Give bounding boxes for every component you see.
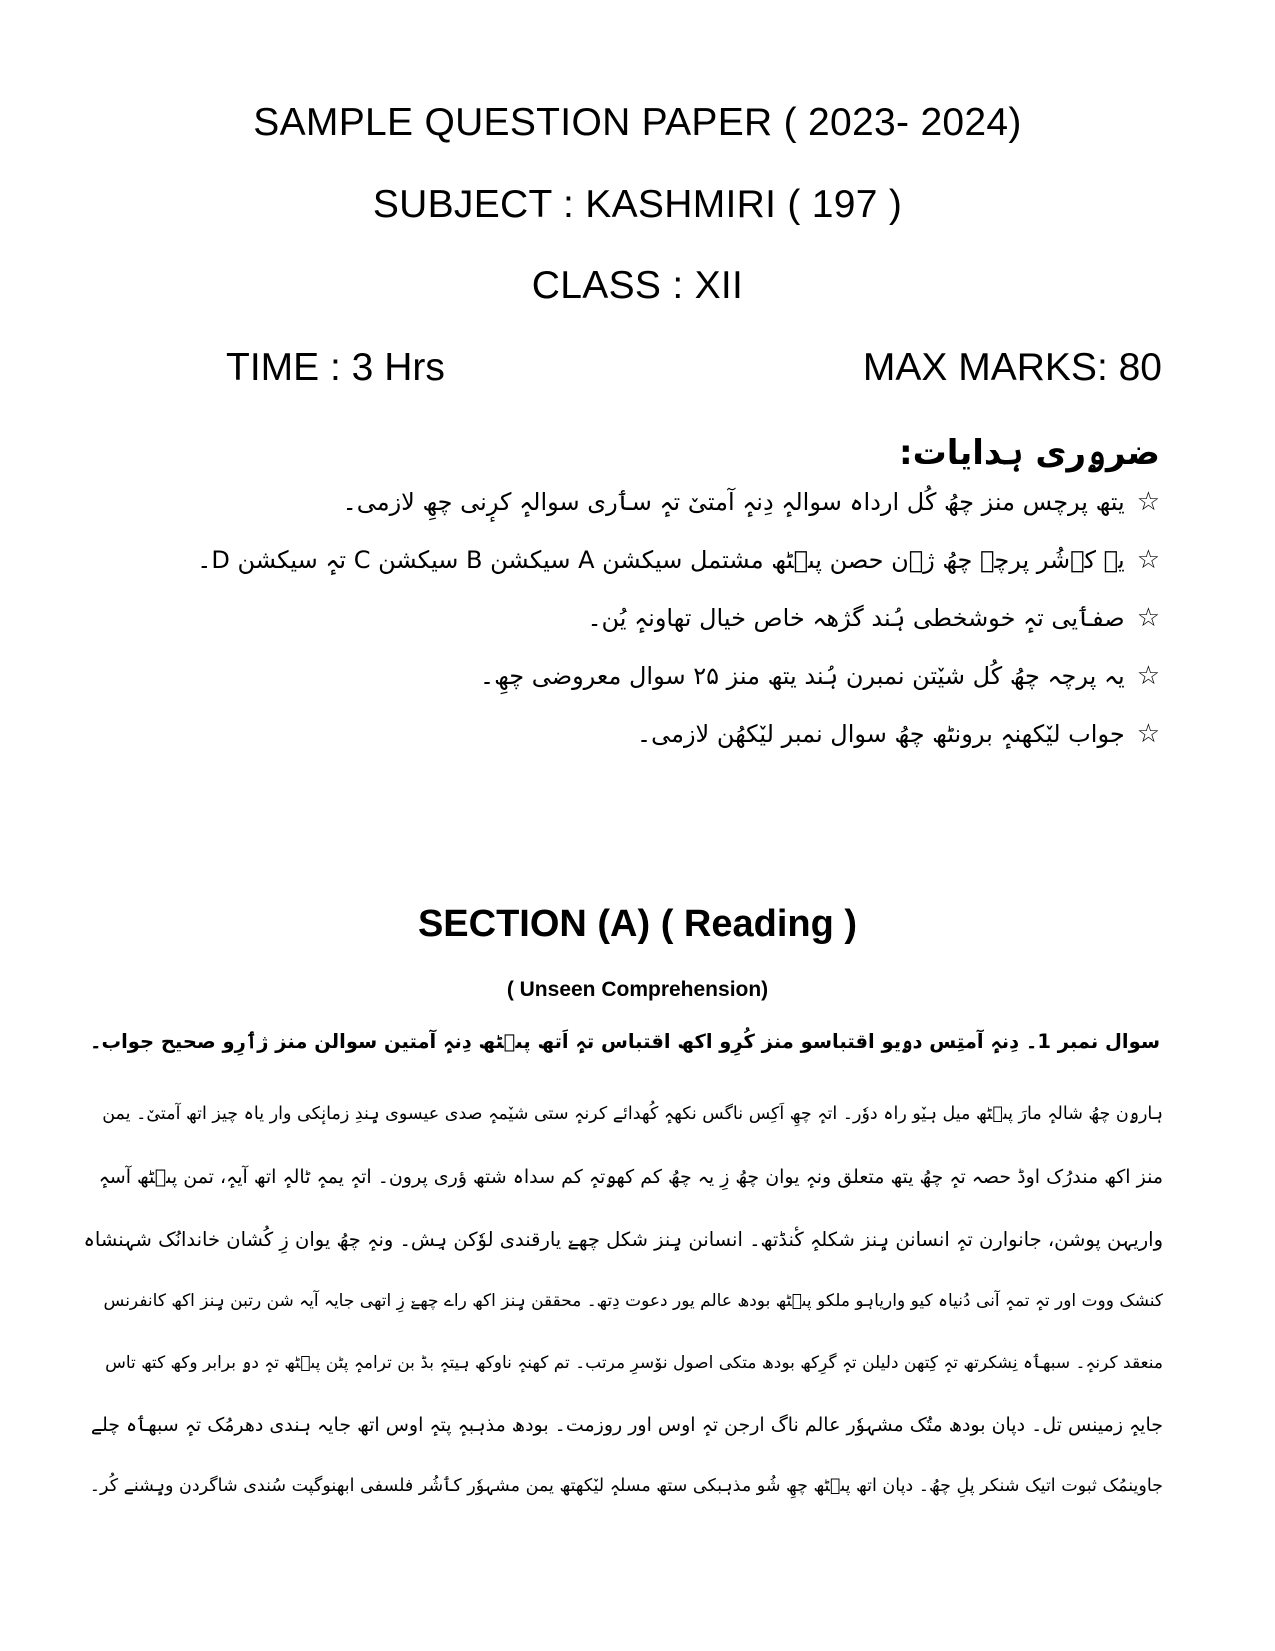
instruction-item	[197, 545, 1160, 575]
section-subtitle: ( Unseen Comprehension)	[506, 978, 769, 1001]
passage-line: منز اکھ مندرُک اوڈ حصہ تہٕ چھُ یتھ متعلق ونہٕ یوان چھُ زِ یہ چھُ کم کھۄتہٕ کم سداہ شتھ ؤری پرون۔ اتہٕ یمہٕ ٹالہٕ اتھ آیہٕ، تمن پٮ۪ٹھ آسہٕ	[98, 1166, 1163, 1188]
paper-title: SAMPLE QUESTION PAPER ( 2023- 2024)	[253, 101, 1022, 144]
instruction-item	[587, 603, 1160, 633]
time-allowed: TIME : 3 Hrs	[226, 346, 445, 389]
instruction-text: جواب لیٚکھنہٕ برونٹھ چھُ سوال نمبر لیٚکھُن لازمی۔	[637, 720, 1125, 748]
instruction-text: یتھ پرچس منز چھُ کُل ارداہ سوالہٕ دِنہٕ آمتیٚ تہٕ سٲری سوالہٕ کرٕنی چھِ لازمی۔	[342, 488, 1125, 516]
instruction-text: صفٲیی تہٕ خوشخطی ہُند گژھہ خاص خیال تھاونہٕ یُن۔	[587, 604, 1125, 632]
star-bullet-icon: ☆	[1136, 487, 1160, 517]
instruction-item	[637, 719, 1160, 749]
max-marks: MAX MARKS: 80	[862, 346, 1162, 389]
instructions-heading: ضرۄری ہدایات:	[898, 433, 1160, 473]
star-bullet-icon: ☆	[1136, 603, 1160, 633]
star-bullet-icon: ☆	[1136, 661, 1160, 691]
section-title: SECTION (A) ( Reading )	[417, 903, 858, 945]
passage-line: ہارۄن چھُ شالہٕ مارَ پٮ۪ٹھ میل ہیٚو راہ دوٗر۔ اتہٕ چھِ اَکِس ناگس نکھہٕ کُھدائے کرنہٕ ستی شیٚمہٕ صدی عیسوی ہٕندِ زمانٕکی وار یاہ چیز اتھ آمتیٚ۔ یمن	[102, 1104, 1163, 1124]
class-line: CLASS : XII	[531, 264, 744, 307]
subject-line: SUBJECT : KASHMIRI ( 197 )	[372, 183, 903, 226]
instruction-text: یہ کٲشُر پرچہ چھُ ژۄن حصن پٮ۪ٹھ مشتمل سیکشن A سیکشن B سیکشن C تہٕ سیکشن D۔	[197, 546, 1125, 574]
passage-line: جایہٕ زمینس تل۔ دپان بودھ متُک مشہوٗر عالم ناگ ارجن تہٕ اوس اور روزمت۔ بودھ مذہبہٕ پتہٕ اوس اتھ جایہ ہندی دھرمُک تہٕ سبھٲہ چلے	[90, 1414, 1163, 1436]
passage-line: جاوینمُک ثبوت اتیک شنکر پلِ چھُ۔ دپان اتھ پٮ۪ٹھ چھِ شُو مذہبکی ستھ مسلہٕ لیٚکھتھ یمن مشہوٗر کٲشُر فلسفی ابھنوگپت سُندی شاگردن وہٕشنے کُر۔	[89, 1476, 1163, 1496]
passage-line: کنشک ووت اور تہٕ تمہٕ آنی دُنیاہ کیو واریاہو ملکو پٮ۪ٹھ بودھ عالم یور دعوت دِتھ۔ محققن ہٕنز اکھ راے چھےٚ زِ اتھی جایہ آیہ شن رتبن ہٕنز اکھ کانفرنس	[103, 1291, 1163, 1311]
passage-line: منعقد کرنہٕ۔ سبھٲہ نِشکرتھ تہٕ کِتھن دلیلن تہٕ گرِکھ بودھ متکی اصول نوٚسرِ مرتب۔ تم کھنہٕ ناوکھ ہیتہٕ بڈ بن ترامہٕ پٹن پٮ۪ٹھ تہٕ دۄ برابر وکھ کتھ تاس	[105, 1353, 1163, 1373]
question-heading: سوال نمبر 1۔ دِنہٕ آمتِس دۄیو اقتباسو منز کُرِو اکھ اقتباس تہٕ اَتھ پٮ۪ٹھ دِنہٕ آمتین سوالن منز ژٲرِو صحیح جواب۔	[90, 1030, 1160, 1053]
passage-line: واریہن پوشن، جانوارن تہٕ انسانن ہٕنز شکلہٕ کٔنڈتھ۔ انسانن ہٕنز شکل چھےٚ یارقندی لوٗکن ہِش۔ ونہٕ چھُ یوان زِ کُشان خاندانُک شہنشاہ	[83, 1228, 1163, 1251]
star-bullet-icon: ☆	[1136, 719, 1160, 749]
instruction-item	[343, 487, 1160, 517]
star-bullet-icon: ☆	[1136, 545, 1160, 575]
instruction-text: یہ پرچہ چھُ کُل شیٚتن نمبرن ہُند یتھ منز ۲۵ سوال معروضی چھِ۔	[480, 662, 1125, 690]
instruction-item	[480, 661, 1160, 691]
